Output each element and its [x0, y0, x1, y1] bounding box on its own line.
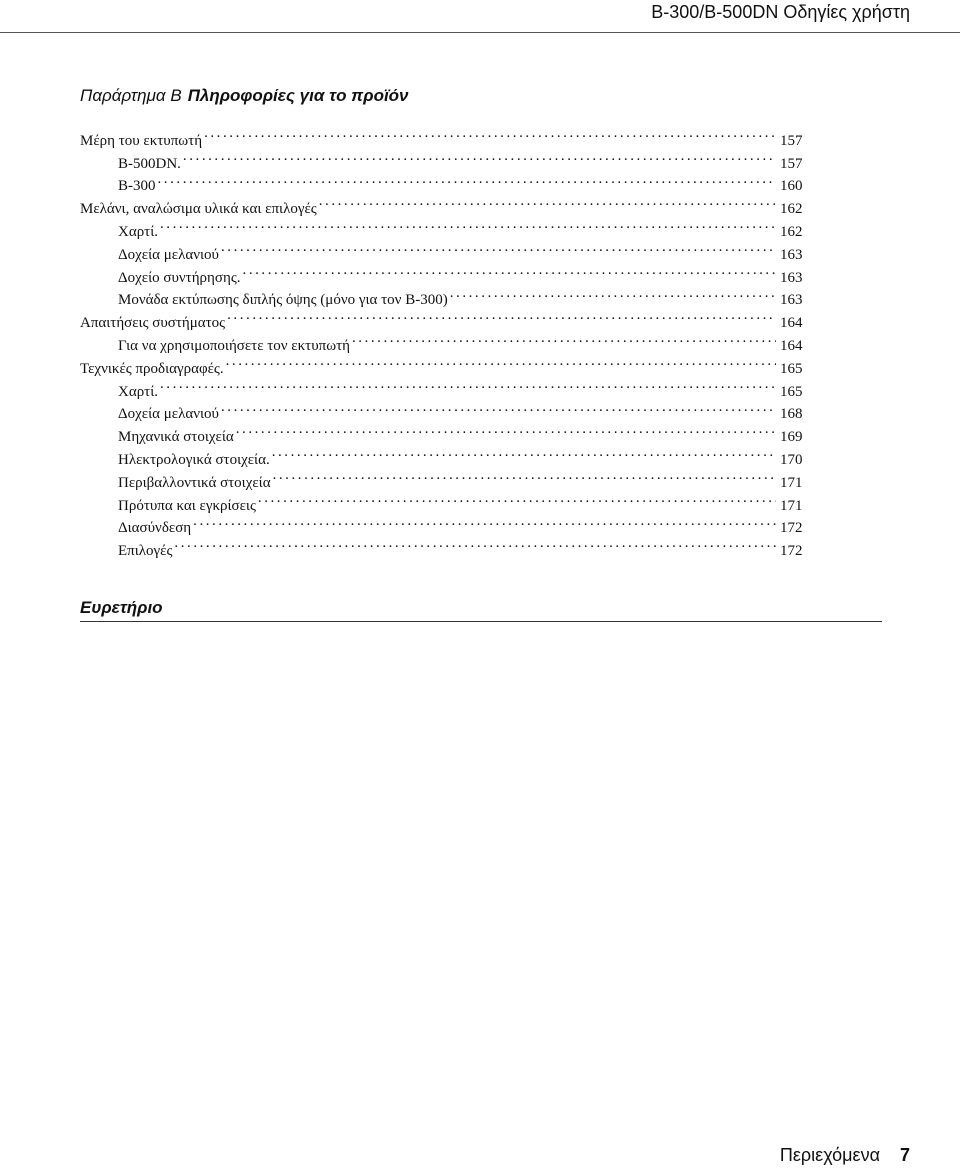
section-heading — [80, 86, 409, 106]
toc-entry[interactable] — [80, 373, 812, 400]
toc-entry[interactable] — [80, 122, 812, 149]
toc-entry-label: Μελάνι, αναλώσιμα υλικά και επιλογές — [80, 201, 317, 218]
index-heading[interactable]: Ευρετήριο — [80, 598, 163, 617]
section-prefix: Παράρτημα B — [80, 86, 182, 105]
dot-leader — [450, 282, 776, 305]
toc-entry-label: Δοχεία μελανιού — [118, 246, 219, 263]
page-header — [0, 0, 960, 30]
toc-entry-page: 157 — [780, 132, 803, 149]
toc-entry[interactable] — [80, 213, 812, 240]
toc-entry-label: B-300 — [118, 178, 156, 195]
section-title: Πληροφορίες για το προϊόν — [187, 86, 409, 105]
toc-entry-label: B-500DN. — [118, 155, 181, 172]
toc-entry-page: 163 — [780, 269, 803, 286]
document-title: B-300/B-500DN Οδηγίες χρήστη — [651, 2, 910, 22]
toc-entry-page: 157 — [780, 155, 803, 172]
toc-entry-page: 163 — [780, 292, 803, 309]
toc-entry-label: Χαρτί. — [118, 383, 158, 400]
dot-leader — [204, 122, 776, 145]
toc-entry[interactable] — [80, 532, 812, 560]
footer-label: Περιεχόμενα — [779, 1145, 880, 1165]
toc-entry-page: 168 — [780, 406, 803, 423]
dot-leader — [174, 532, 776, 555]
toc-entry-label: Απαιτήσεις συστήματος — [80, 315, 226, 332]
toc-entry[interactable] — [80, 145, 812, 172]
toc-entry-page: 163 — [780, 246, 803, 263]
toc-entry-page: 172 — [780, 543, 803, 560]
dot-leader — [319, 190, 776, 213]
toc-entry-label: Επιλογές — [118, 543, 173, 560]
index-divider — [80, 621, 882, 622]
toc-entry-page: 171 — [780, 497, 803, 514]
toc-entry-label: Τεχνικές προδιαγραφές. — [80, 360, 224, 377]
toc-entry-page: 165 — [780, 360, 803, 377]
toc-entry-label: Δοχεία μελανιού — [118, 406, 219, 423]
toc-entry-label: Πρότυπα και εγκρίσεις — [118, 497, 256, 514]
dot-leader — [221, 236, 776, 259]
toc-entry[interactable] — [80, 168, 812, 195]
dot-leader — [183, 145, 776, 168]
dot-leader — [226, 350, 776, 373]
toc-entry-page: 162 — [780, 201, 803, 218]
toc-entry-label: Χαρτί. — [118, 223, 158, 240]
toc-entry-label: Μονάδα εκτύπωσης διπλής όψης (μόνο για τον B-300) — [118, 292, 448, 309]
toc-entry-label: Δοχείο συντήρησης. — [118, 269, 241, 286]
dot-leader — [243, 259, 776, 282]
toc-entry-page: 171 — [780, 474, 803, 491]
dot-leader — [158, 168, 777, 191]
dot-leader — [160, 213, 776, 236]
page-number: 7 — [899, 1145, 910, 1165]
dot-leader — [352, 327, 776, 350]
toc-entry-page: 164 — [780, 337, 803, 354]
page-footer — [780, 1145, 910, 1166]
dot-leader — [273, 464, 776, 487]
header-divider — [0, 32, 960, 33]
toc-entry-page: 172 — [780, 520, 803, 537]
toc-entry-label: Μηχανικά στοιχεία — [118, 429, 234, 446]
toc-entry-page: 164 — [780, 315, 803, 332]
toc-entry[interactable] — [80, 236, 812, 263]
dot-leader — [236, 418, 776, 441]
dot-leader — [221, 396, 776, 419]
toc-entry-page: 170 — [780, 451, 803, 468]
toc-entry-page: 162 — [780, 223, 803, 240]
toc-entry-page: 160 — [780, 178, 803, 195]
dot-leader — [227, 304, 776, 327]
toc-entry-label: Για να χρησιμοποιήσετε τον εκτυπωτή — [118, 337, 350, 354]
toc-entry-label: Περιβαλλοντικά στοιχεία — [118, 474, 271, 491]
dot-leader — [258, 487, 776, 510]
dot-leader — [160, 373, 776, 396]
toc-entry-page: 165 — [780, 383, 803, 400]
dot-leader — [272, 441, 776, 464]
toc-entry-page: 169 — [780, 429, 803, 446]
toc-entry-label: Μέρη του εκτυπωτή — [80, 132, 203, 149]
toc-entry-label: Ηλεκτρολογικά στοιχεία. — [118, 451, 270, 468]
dot-leader — [193, 510, 776, 533]
table-of-contents — [80, 122, 812, 560]
toc-entry[interactable] — [80, 190, 812, 218]
toc-entry[interactable] — [80, 396, 812, 423]
toc-entry-label: Διασύνδεση — [118, 520, 192, 537]
